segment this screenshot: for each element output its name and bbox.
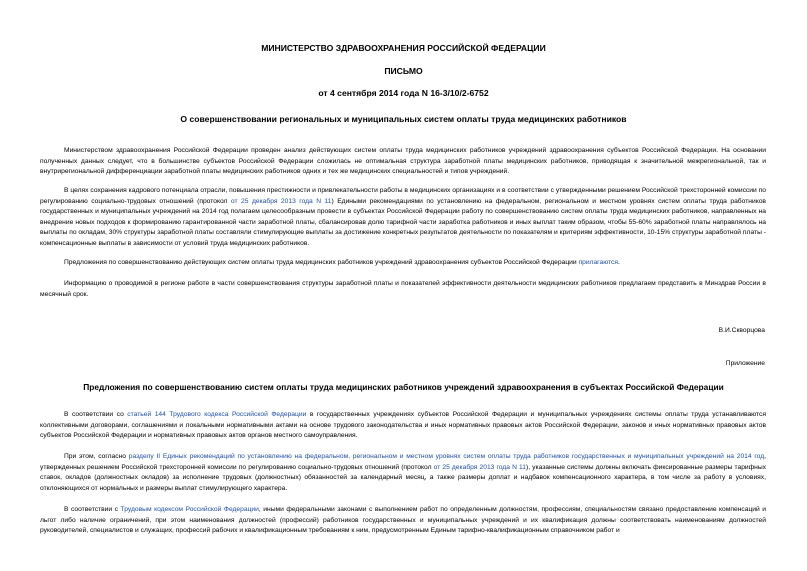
appendix-title: Предложения по совершенствованию систем оплаты труда медицинских работников учреждений здравоохранения в субъектах Российской Федерации — [83, 382, 724, 392]
text: В соответствии с — [64, 506, 121, 513]
appendix-paragraph-3 — [40, 505, 766, 537]
text: в государственных учреждениях субъектов Российской Федерации и муниципальных учреждениях системы оплаты труда устанавливаются коллективными договорами, соглашениями и локальными нормативными актами на основе трудового законодательства и иных нормативных правовых актов Российской Федерации, законов и иных нормативных правовых актов субъектов Российской Федерации и нормативных правовых актов органов местного самоуправления. — [40, 411, 767, 440]
unified-recommendations-link[interactable]: разделу II Единых рекомендаций по установлению на федеральном, региональном и местном уровнях систем оплаты труда работников государственных и муниципальных учреждений на 2014 год — [128, 453, 765, 460]
doc-type-heading: ПИСЬМО — [384, 66, 423, 76]
text: При этом, согласно — [64, 453, 129, 460]
paragraph-proposals — [40, 258, 766, 269]
protocol-link-2[interactable]: от 25 декабря 2013 года N 11 — [433, 463, 526, 471]
appendix-paragraph-2 — [40, 452, 766, 494]
text: Предложения по совершенствованию действующих систем оплаты труда медицинских работников учреждений здравоохранения субъектов Российской Федерации — [64, 259, 579, 266]
text: В целях сохранения кадрового потенциала отрасли, повышения престижности и привлекательности работы в медицинских организациях и в соответствии с утвержденными решением Российской трехсторонней комиссии по регулированию социально-трудовых отношений (протокол — [40, 187, 766, 205]
paragraph-analysis: Министерством здравоохранения Российской Федерации проведен анализ действующих систем оплаты труда медицинских работников учреждений здравоохранения субъектов Российской Федерации. На основании полученных данных следует, что в большинстве субъектов Российской Федерации сложилась не оптимальная структура заработной платы медицинских работников, приводящая к значительной межрегиональной, так и внутрирегиональной дифференциации заработной платы медицинских работников одних и тех же медицинских специальностей и типов учреждений. — [40, 147, 766, 176]
labor-code-article-link[interactable]: статьей 144 Трудового кодекса Российской Федерации — [127, 411, 307, 418]
appendix-label: Приложение — [725, 360, 765, 367]
ministry-heading: МИНИСТЕРСТВО ЗДРАВООХРАНЕНИЯ РОССИЙСКОЙ ФЕДЕРАЦИИ — [261, 43, 546, 53]
text: , утвержденных решением Российской трехсторонней комиссии по регулированию социально-трудовых отношений (протокол — [40, 453, 766, 471]
text: В соответствии со — [64, 411, 128, 418]
text: ) Едиными рекомендациями по установлению на федеральном, региональном и местном уровнях систем оплаты труда работников государственных и муниципальных учреждений на 2014 год полагаем целесообразным провести в субъектах Российской Федерации работу по совершенствованию систем оплаты труда медицинских работников, направленных на внедрение новых подходов к формированию гарантированной части заработной платы, сбалансировав долю тарифной части заработка работников и иных выплат таким образом, чтобы 55-60% заработной платы направлялось на выплаты по окладам, 30% структуры заработной платы составляли стимулирующие выплаты за достижение конкретных результатов деятельности по показателям и критериям эффективности, 10-15% структуры заработной платы - компенсационные выплаты в зависимости от условий труда медицинских работников. — [40, 197, 766, 247]
labor-code-link[interactable]: Трудовым кодексом Российской Федерации — [120, 506, 259, 513]
paragraph-recommendations — [40, 186, 766, 250]
protocol-link[interactable]: от 25 декабря 2013 года N 11 — [230, 197, 332, 205]
signature: В.И.Скворцова — [718, 327, 765, 334]
subject-heading: О совершенствовании региональных и муниципальных систем оплаты труда медицинских работников — [180, 114, 627, 124]
text: ), указанные системы должны включать фиксированные размеры тарифных ставок, окладов (должностных окладов) за исполнение трудовых (должностных) обязанностей за календарный месяц, а также размеры доплат и надбавок компенсационного характера, в том числе за работу в условиях, отклоняющихся от нормальных и размеры выплат стимулирующего характера. — [40, 463, 766, 492]
paragraph-information: Информацию о проводимой в регионе работе в части совершенствования структуры заработной платы и показателей эффективности деятельности медицинских работников предлагаем представить в Минздрав России в месячный срок. — [40, 280, 766, 298]
doc-date-heading: от 4 сентября 2014 года N 16-3/10/2-6752 — [318, 88, 489, 98]
text: . — [618, 259, 620, 266]
text: , иными федеральными законами с выполнением работ по определенным должностям, профессиям, специальностям связано предоставление компенсаций и льгот либо наличие ограничений, при этом наименования должностей (профессий) работников государственных и муниципальных учреждений и их квалификация должны соответствовать наименованиям должностей руководителей, специалистов и служащих, профессий рабочих и квалификационным требованиям к ним, предусмотренным Единым тарифно-квалификационным справочником работ и — [40, 506, 767, 535]
appendix-paragraph-1 — [40, 410, 766, 442]
attachment-link[interactable]: прилагаются — [578, 259, 619, 266]
